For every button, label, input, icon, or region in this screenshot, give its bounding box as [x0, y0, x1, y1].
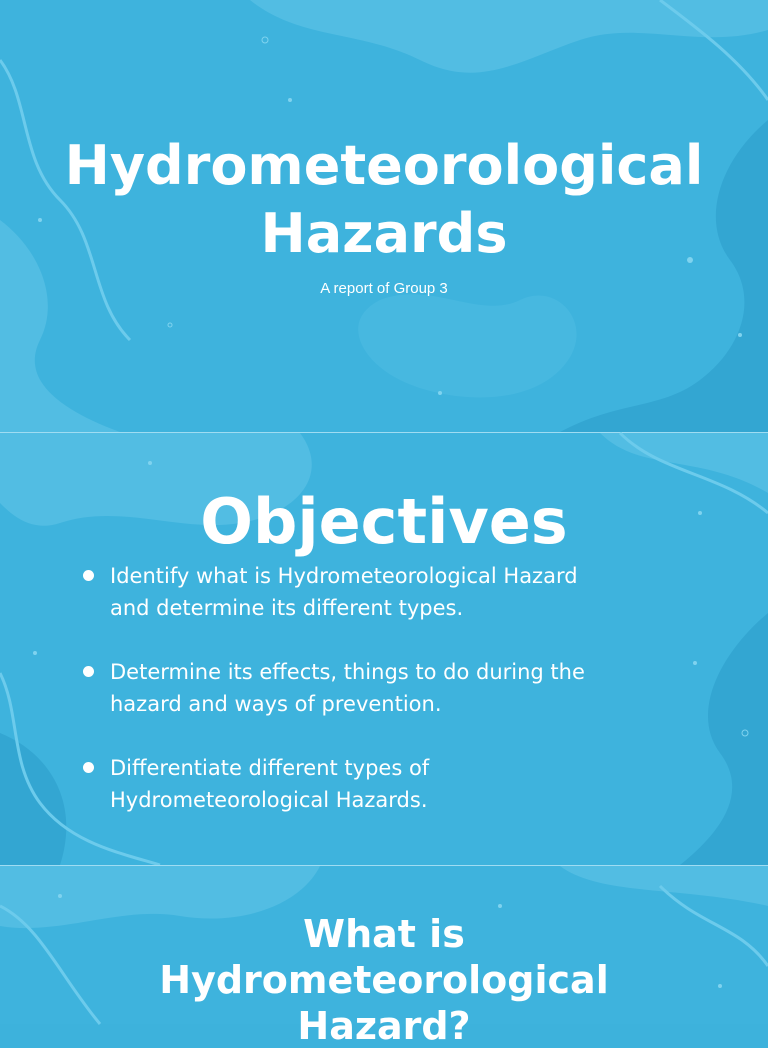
slide-title-line1: What is: [303, 912, 465, 956]
list-item-text: Differentiate different types of: [110, 756, 430, 780]
slide-title-line3: Hazard?: [297, 1004, 471, 1048]
list-item-text: hazard and ways of prevention.: [110, 692, 442, 716]
list-item-text: and determine its different types.: [110, 596, 464, 620]
bubble: [33, 651, 37, 655]
bubble: [58, 894, 62, 898]
bubble: [148, 461, 152, 465]
slide-title: [0, 0, 768, 432]
wave-shape-top: [250, 0, 768, 73]
wave-shape-right: [600, 433, 768, 493]
bubble: [498, 904, 502, 908]
slide-title-line2: Hazards: [260, 202, 508, 265]
bubble: [438, 391, 442, 395]
wave-shape-left-lower: [0, 733, 66, 865]
bullet-dot-icon: [83, 666, 94, 677]
list-item-text: Identify what is Hydrometeorological Hazard: [110, 564, 578, 588]
bubble: [693, 661, 697, 665]
slide-what-is: [0, 866, 768, 1048]
bubble: [288, 98, 292, 102]
list-item: [80, 752, 670, 816]
slide-title-line1: Hydrometeorological: [64, 134, 704, 197]
list-item: [80, 656, 670, 720]
bullet-dot-icon: [83, 570, 94, 581]
bubble: [738, 333, 742, 337]
bullet-dot-icon: [83, 762, 94, 773]
list-item: [80, 560, 670, 624]
wave-shape-mid: [358, 294, 576, 397]
list-item-text: Determine its effects, things to do during the: [110, 660, 585, 684]
bubble: [168, 323, 172, 327]
objectives-list: [80, 560, 670, 848]
slide-subtitle: A report of Group 3: [320, 280, 448, 297]
slide-title: Objectives: [200, 485, 568, 558]
slide-title-line2: Hydrometeorological: [159, 958, 609, 1002]
wave-shape-right: [560, 866, 768, 906]
wave-shape-right-lower: [680, 613, 768, 865]
list-item-text: Hydrometeorological Hazards.: [110, 788, 428, 812]
bubble: [262, 37, 268, 43]
